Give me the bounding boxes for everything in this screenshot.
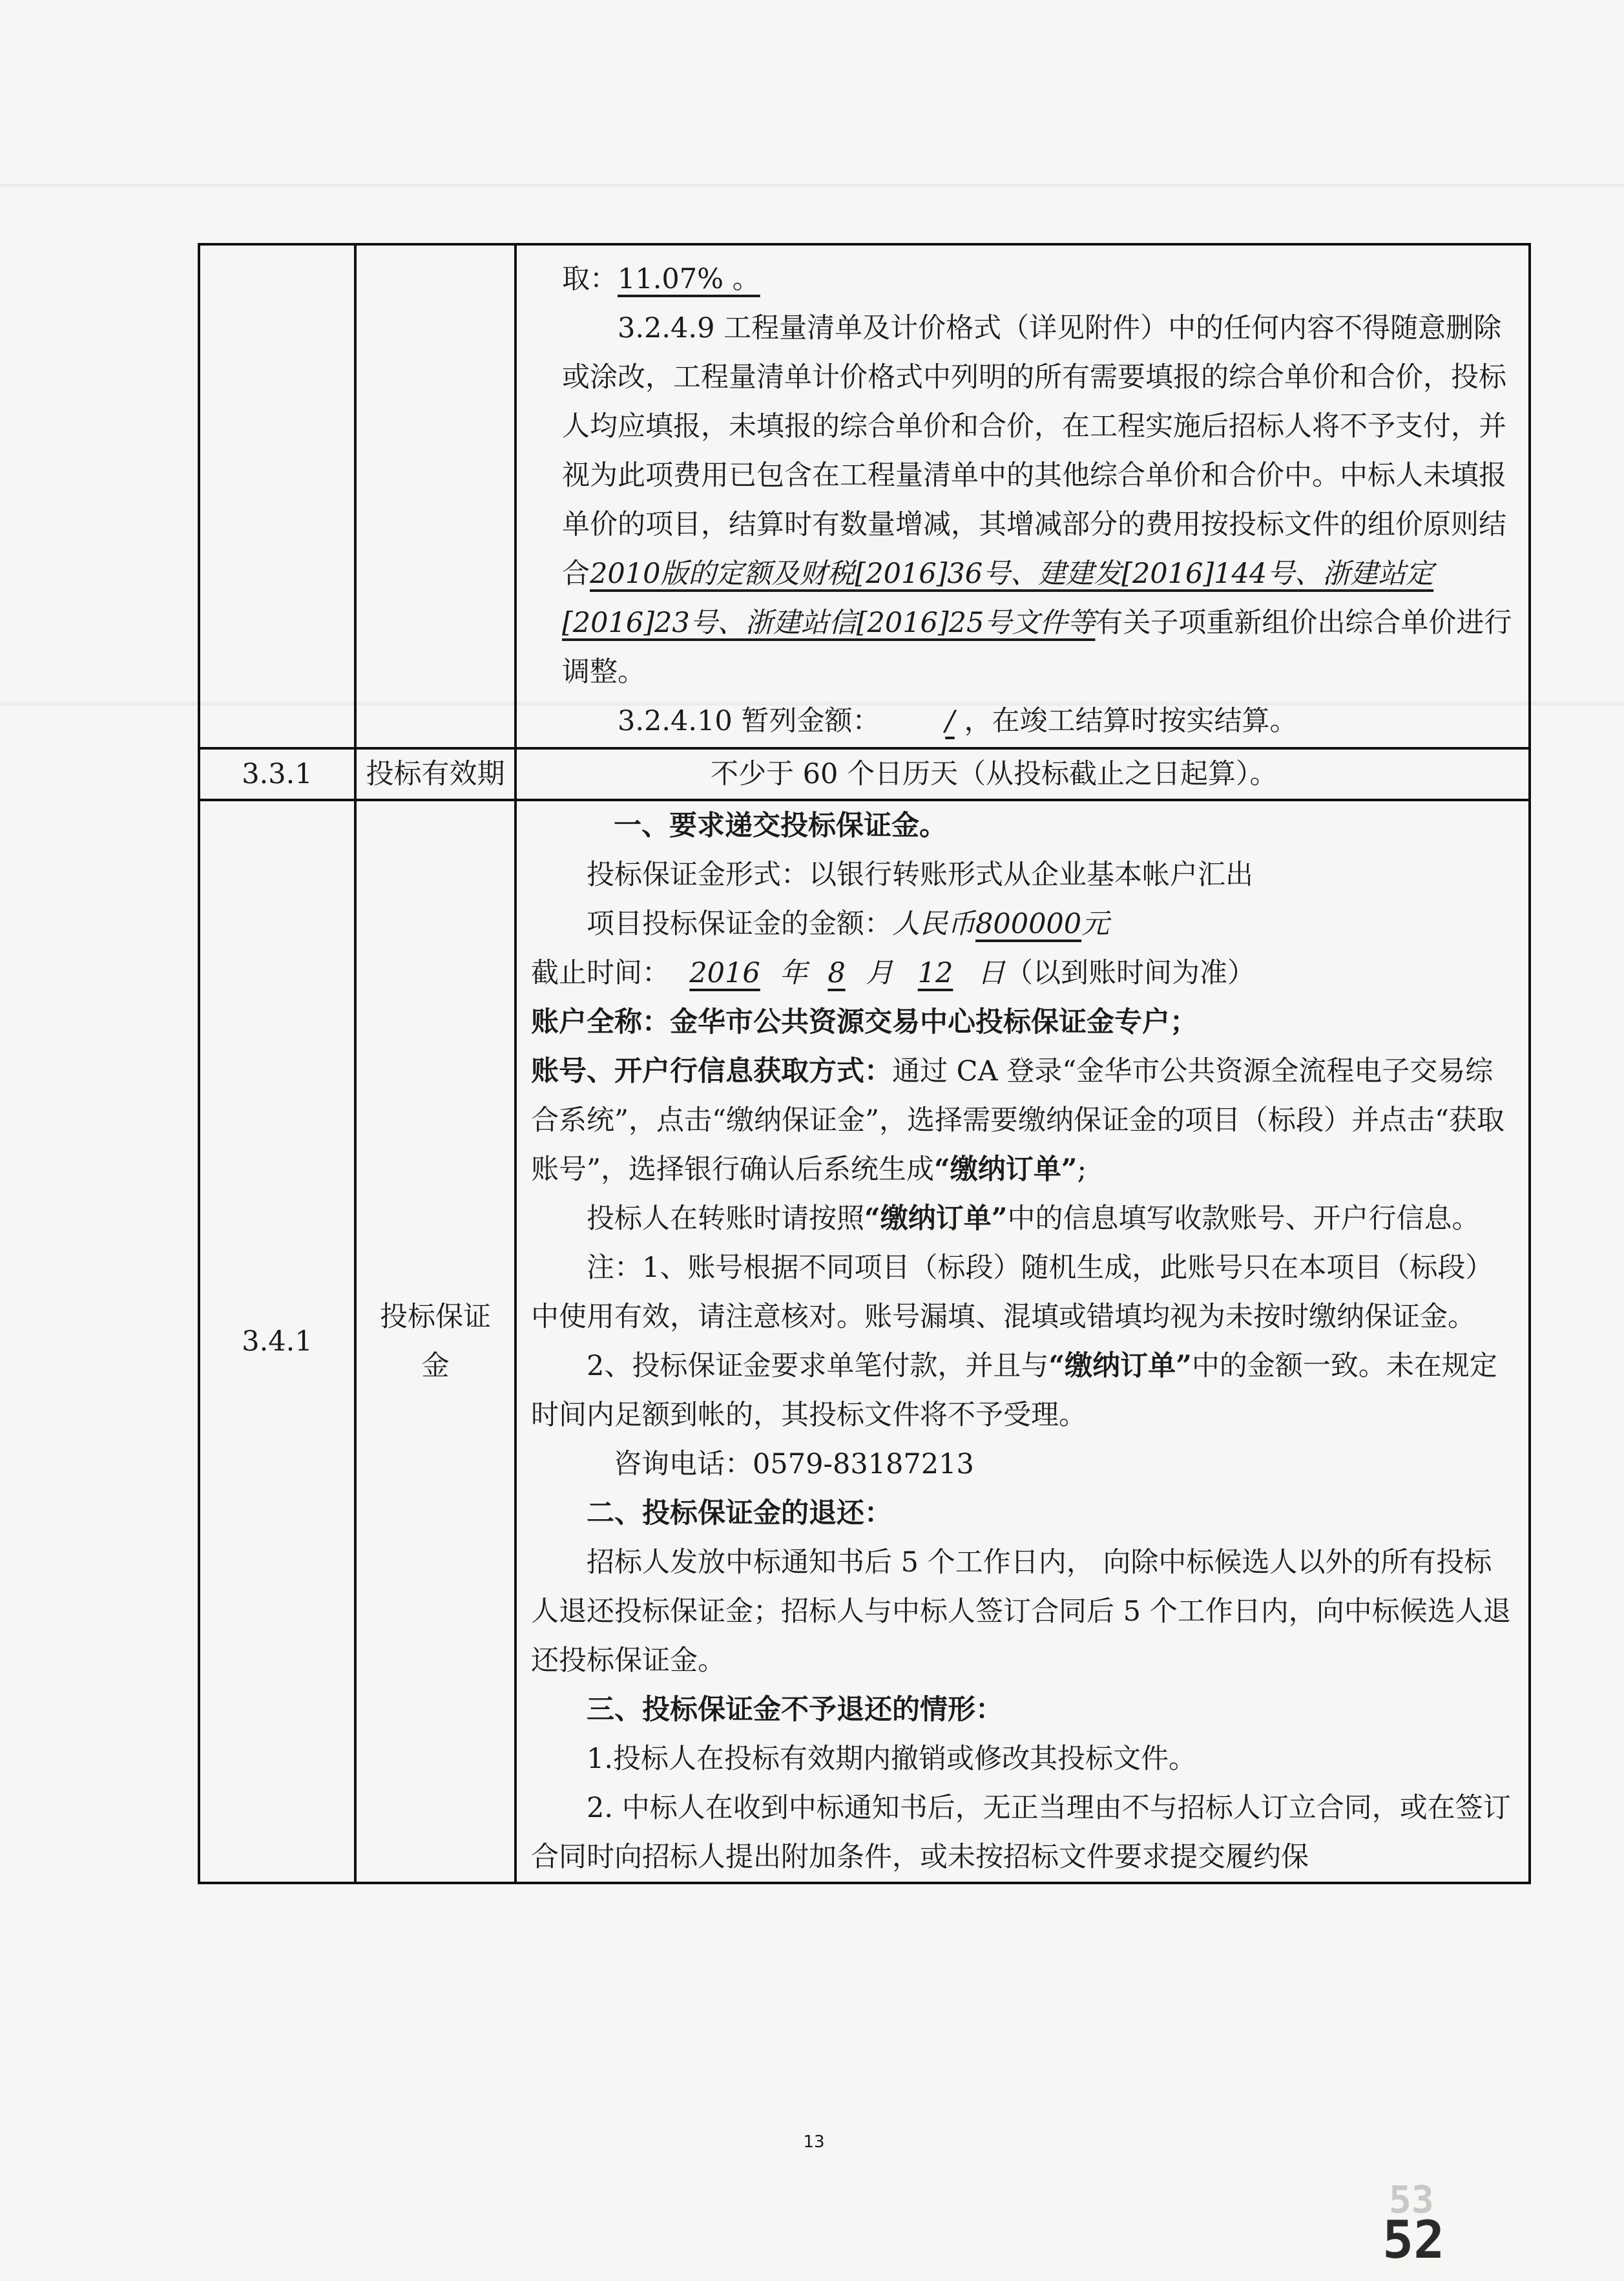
- amount-value: 800000: [975, 908, 1082, 940]
- table-row-341: [199, 800, 1530, 1883]
- order-term: “缴纳订单”: [864, 1203, 1008, 1235]
- validity-text: 不少于 60 个日历天（从投标截止之日起算）。: [711, 758, 1278, 790]
- deadline-day: 12: [917, 957, 953, 989]
- clause-32410-text: 3.2.4.10 暂列金额：: [618, 705, 880, 737]
- deadline-label: 截止时间：: [531, 957, 670, 989]
- note-2: [531, 1341, 1518, 1440]
- row-title-validity: 投标有效期: [355, 748, 515, 800]
- clause-3249-text: 3.2.4.9 工程量清单及计价格式（详见附件）中的任何内容不得随意删除或涂改，工程量清单计价格式中列明的所有需要填报的综合单价和合价，投标人均应填报，未填报的综合单价和合价，在工程实施后招标人将不予支付，并视为此项费用已包含在工程量清单中的其他综合单价和合价中。中标人未填报单价的项目，结算时有数量增减，其增减部分的费用按投标文件的组价原则结合: [562, 312, 1506, 590]
- deadline-month: 8: [828, 957, 846, 989]
- amount-unit: 元: [1081, 908, 1110, 940]
- note-1: 注：1、账号根据不同项目（标段）随机生成，此账号只在本项目（标段）中使用有效，请注意核对。账号漏填、混填或错填均视为未按时缴纳保证金。: [531, 1252, 1494, 1333]
- contact-phone: 咨询电话：0579-83187213: [614, 1448, 974, 1480]
- heading-submit-deposit: 一、要求递交投标保证金。: [614, 810, 947, 842]
- order-term: “缴纳订单”: [933, 1153, 1077, 1186]
- amount-label: 项目投标保证金的金额：: [587, 908, 892, 940]
- rate-value: 11.07% 。: [618, 263, 760, 295]
- row-number-331: 3.3.1: [199, 748, 355, 800]
- provisional-sum-value: /: [945, 705, 955, 737]
- deposit-form: 投标保证金形式：以银行转账形式从企业基本帐户汇出: [587, 859, 1253, 891]
- account-method-end: ;: [1077, 1153, 1087, 1186]
- note-2-end: 中的金额一致。未在规定时间内足额到帐的，其投标文件将不予受理。: [531, 1350, 1497, 1431]
- deposit-amount: [531, 899, 1518, 949]
- refund-text: 招标人发放中标通知书后 5 个工作日内， 向除中标候选人以外的所有投标人退还投标保证金；招标人与中标人签订合同后 5 个工作日内，向中标候选人退还投标保证金。: [531, 1546, 1511, 1677]
- page-number: 13: [803, 2132, 825, 2152]
- table-row-331: [199, 748, 1530, 800]
- row-content-deposit: [515, 800, 1530, 1883]
- transfer-text-end: 中的信息填写收款账号、开户行信息。: [1007, 1203, 1480, 1235]
- deadline-month-unit: 月: [866, 957, 893, 989]
- cell-name-empty: [355, 244, 515, 748]
- stamp-number-ghost: 53: [1389, 2178, 1434, 2222]
- note-2-text: 2、投标保证金要求单笔付款，并且与: [587, 1350, 1049, 1382]
- clause-3249-end: 有关子项重新组价出综合单价进行调整。: [562, 607, 1512, 688]
- deadline-year: 2016: [689, 957, 760, 989]
- account-method-label: 账号、开户行信息获取方式：: [531, 1055, 892, 1088]
- stamp-number: 52: [1382, 2210, 1445, 2270]
- scan-shadow-band: [0, 184, 1624, 187]
- row-title-deposit: [355, 800, 515, 1883]
- account-name: 账户全称：金华市公共资源交易中心投标保证金专户；: [531, 1006, 1198, 1038]
- cell-num-empty: [199, 244, 355, 748]
- tender-info-table: [198, 243, 1531, 1884]
- order-term: “缴纳订单”: [1048, 1350, 1192, 1382]
- deadline-day-unit: 日: [977, 957, 1005, 989]
- account-method-text: 通过 CA 登录“金华市公共资源全流程电子交易综合系统”，点击“缴纳保证金”，选择需要缴纳保证金的项目（标段）并点击“获取账号”，选择银行确认后系统生成: [531, 1055, 1504, 1186]
- transfer-text: 投标人在转账时请按照: [587, 1203, 864, 1235]
- heading-refund: 二、投标保证金的退还：: [587, 1497, 892, 1529]
- rate-prefix: 取：: [562, 263, 618, 295]
- row-value-validity: [515, 748, 1530, 800]
- transfer-instruction: [531, 1194, 1518, 1243]
- clause-3249-fill: 2010版的定额及财税[2016]36号、建建发[2016]144号、浙建站定[2016]23号、浙建站信[2016]25号文件等: [562, 558, 1434, 639]
- deadline: [531, 949, 1518, 998]
- clause-3249: [562, 304, 1518, 697]
- account-method: [531, 1047, 1518, 1194]
- heading-no-refund: 三、投标保证金不予退还的情形：: [587, 1694, 1003, 1726]
- rate-line: [562, 255, 1518, 304]
- row-number-341: 3.4.1: [199, 800, 355, 1883]
- clause-32410-end: ，在竣工结算时按实结算。: [964, 705, 1298, 737]
- no-refund-item-1: 1.投标人在投标有效期内撤销或修改其投标文件。: [587, 1743, 1197, 1775]
- amount-currency: 人民币: [892, 908, 975, 940]
- deadline-note: （以到账时间为准）: [1005, 957, 1255, 989]
- cell-content: [515, 244, 1530, 748]
- clause-32410: [562, 697, 1518, 746]
- table-row-continuation: [199, 244, 1530, 748]
- deposit-title-text: 投标保证金: [380, 1301, 491, 1382]
- deadline-year-unit: 年: [780, 957, 807, 989]
- no-refund-item-2: 2. 中标人在收到中标通知书后，无正当理由不与招标人订立合同，或在签订合同时向招标人提出附加条件，或未按招标文件要求提交履约保: [531, 1792, 1511, 1873]
